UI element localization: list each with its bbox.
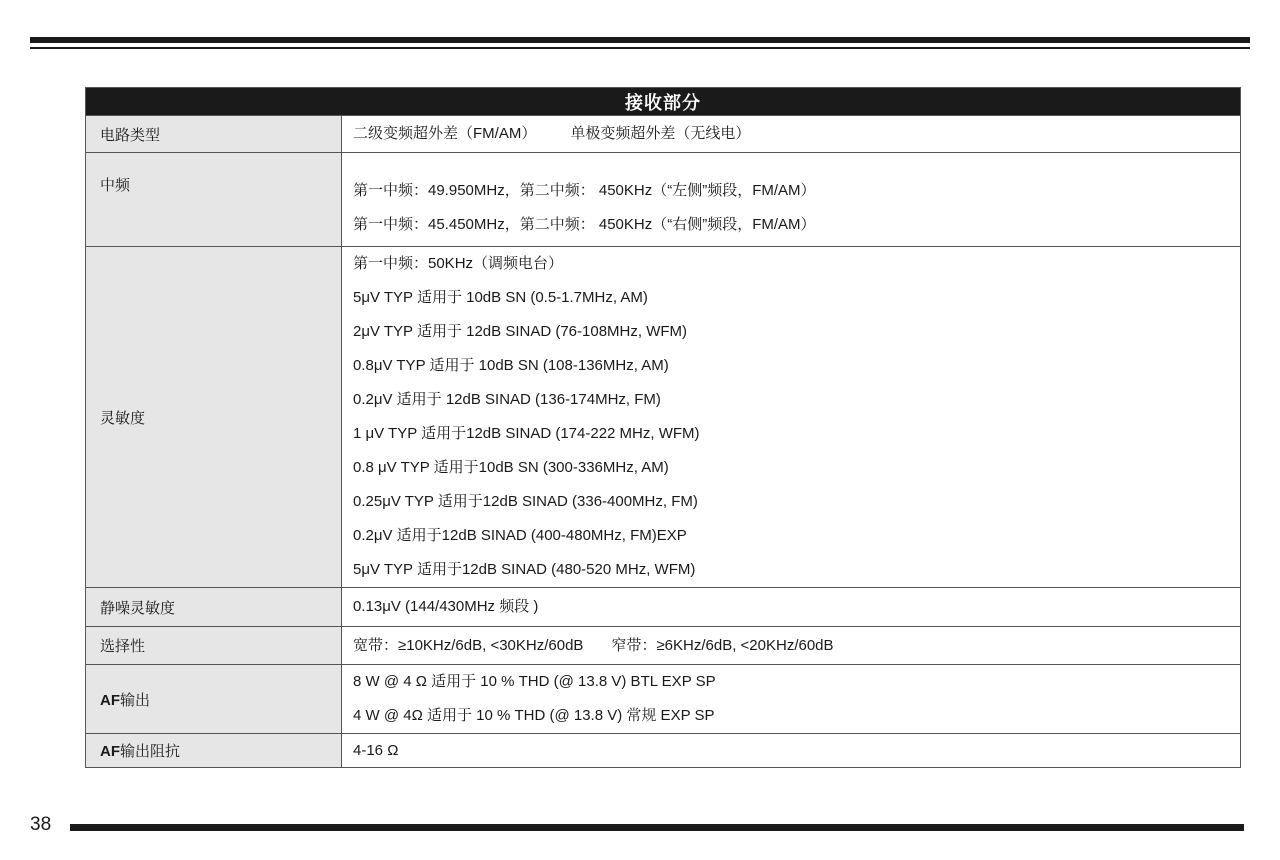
row-label <box>86 665 342 734</box>
sensitivity-line: 1 μV TYP 适用于12dB SINAD (174-222 MHz, WFM) <box>353 425 700 442</box>
table-row-squelch <box>86 588 1241 627</box>
squelch-value: 0.13μV (144/430MHz 频段 ) <box>353 598 539 615</box>
sensitivity-line: 0.8 μV TYP 适用于10dB SN (300-336MHz, AM) <box>353 459 669 476</box>
af-output-line: 8 W @ 4 Ω 适用于 10 % THD (@ 13.8 V) BTL EXP SP <box>353 673 716 690</box>
table-header-row <box>86 88 1241 116</box>
header-rule-thin <box>30 47 1250 49</box>
row-label: 灵敏度 <box>86 247 342 588</box>
af-impedance-value: 4-16 Ω <box>353 741 399 759</box>
af-output-line: 4 W @ 4Ω 适用于 10 % THD (@ 13.8 V) 常规 EXP SP <box>353 707 715 724</box>
row-label: 中频 <box>86 153 342 247</box>
sensitivity-line: 2μV TYP 适用于 12dB SINAD (76-108MHz, WFM) <box>353 323 688 340</box>
sensitivity-line: 0.2μV 适用于 12dB SINAD (136-174MHz, FM) <box>353 391 661 408</box>
row-value <box>342 116 1241 153</box>
row-label: 静噪灵敏度 <box>86 588 342 627</box>
table-row-selectivity <box>86 627 1241 665</box>
table-row-af-impedance <box>86 734 1241 768</box>
table-row-sensitivity <box>86 247 1241 588</box>
row-label: 选择性 <box>86 627 342 665</box>
af-label-prefix: AF <box>100 743 120 760</box>
page-number: 38 <box>30 814 52 835</box>
sensitivity-line: 0.8μV TYP 适用于 10dB SN (108-136MHz, AM) <box>353 357 669 374</box>
if-line: 第一中频：45.450MHz，第二中频： 450KHz（“右侧”频段，FM/AM） <box>353 216 816 233</box>
row-value <box>342 153 1241 247</box>
table-row-circuit-type <box>86 116 1241 153</box>
if-line: 第一中频：49.950MHz，第二中频： 450KHz（“左侧”频段，FM/AM） <box>353 182 816 199</box>
footer-rule <box>70 824 1244 831</box>
table-header: 接收部分 <box>86 88 1241 116</box>
circuit-type-dual: 二级变频超外差（FM/AM） <box>353 125 537 142</box>
table-row-if <box>86 153 1241 247</box>
circuit-type-single: 单极变频超外差（无线电） <box>570 125 751 142</box>
sensitivity-line: 第一中频：50KHz（调频电台） <box>353 255 564 272</box>
sensitivity-line: 5μV TYP 适用于12dB SINAD (480-520 MHz, WFM) <box>353 561 696 578</box>
af-label-prefix: AF <box>100 691 120 709</box>
row-value <box>342 665 1241 734</box>
row-label: 电路类型 <box>86 116 342 153</box>
selectivity-wide: 宽带：≥10KHz/6dB, <30KHz/60dB <box>353 636 584 654</box>
sensitivity-line: 0.2μV 适用于12dB SINAD (400-480MHz, FM)EXP <box>353 527 687 544</box>
row-value <box>342 247 1241 588</box>
af-label-suffix: 输出阻抗 <box>120 743 181 760</box>
sensitivity-line: 5μV TYP 适用于 10dB SN (0.5-1.7MHz, AM) <box>353 289 648 306</box>
row-label <box>86 734 342 768</box>
selectivity-narrow: 窄带：≥6KHz/6dB, <20KHz/60dB <box>611 636 834 654</box>
table-row-af-output <box>86 665 1241 734</box>
receiver-spec-table <box>85 87 1241 768</box>
header-rule-thick <box>30 37 1250 43</box>
sensitivity-line: 0.25μV TYP 适用于12dB SINAD (336-400MHz, FM) <box>353 493 698 510</box>
row-value <box>342 734 1241 768</box>
row-value <box>342 627 1241 665</box>
row-value <box>342 588 1241 627</box>
af-label-suffix: 输出 <box>120 691 151 709</box>
